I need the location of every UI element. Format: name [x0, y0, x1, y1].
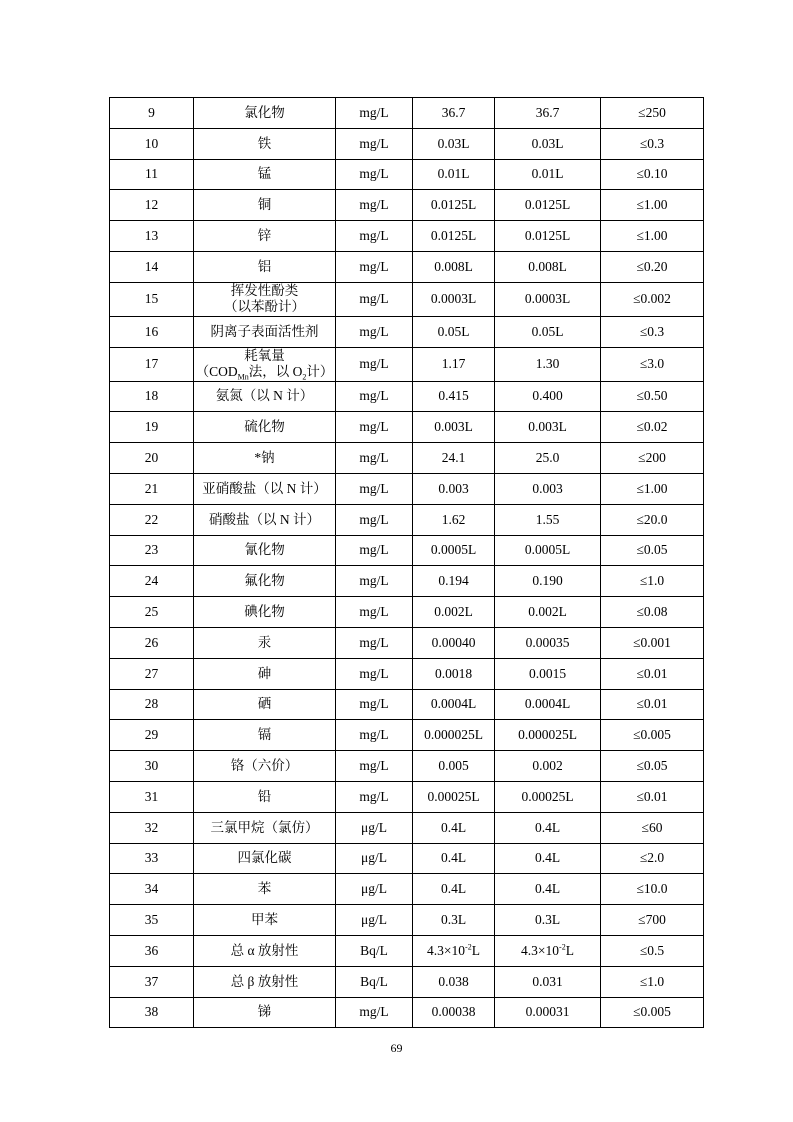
- result-2: 0.0015: [495, 658, 601, 689]
- item-name: 氨氮（以 N 计）: [194, 381, 336, 412]
- table-row: [110, 347, 704, 381]
- unit: mg/L: [336, 412, 413, 443]
- unit: mg/L: [336, 443, 413, 474]
- result-2: 0.03L: [495, 128, 601, 159]
- unit: mg/L: [336, 221, 413, 252]
- row-number: 37: [110, 966, 194, 997]
- table-row: [110, 781, 704, 812]
- table-row: [110, 316, 704, 347]
- unit: mg/L: [336, 159, 413, 190]
- table-row: [110, 473, 704, 504]
- limit-value: ≤250: [601, 98, 704, 129]
- result-2: 0.008L: [495, 251, 601, 282]
- limit-value: ≤1.0: [601, 966, 704, 997]
- limit-value: ≤0.08: [601, 597, 704, 628]
- result-1: 0.0004L: [413, 689, 495, 720]
- table-row: [110, 566, 704, 597]
- row-number: 10: [110, 128, 194, 159]
- row-number: 23: [110, 535, 194, 566]
- item-name: 锌: [194, 221, 336, 252]
- row-number: 34: [110, 874, 194, 905]
- item-name: 镉: [194, 720, 336, 751]
- row-number: 30: [110, 751, 194, 782]
- item-name: *钠: [194, 443, 336, 474]
- limit-value: ≤3.0: [601, 347, 704, 381]
- row-number: 32: [110, 812, 194, 843]
- row-number: 38: [110, 997, 194, 1028]
- result-1: 0.05L: [413, 316, 495, 347]
- result-2: 0.00031: [495, 997, 601, 1028]
- item-name-line-1: 挥发性酚类: [230, 283, 299, 299]
- item-name-line-2: （$COD_{Mn}$法，以 $O_2$计）: [195, 364, 334, 382]
- row-number: 22: [110, 504, 194, 535]
- result-2: 0.0005L: [495, 535, 601, 566]
- result-1: 0.03L: [413, 128, 495, 159]
- result-1: 0.002L: [413, 597, 495, 628]
- table-row: [110, 535, 704, 566]
- result-2: 0.01L: [495, 159, 601, 190]
- result-1: 0.4L: [413, 874, 495, 905]
- row-number: 16: [110, 316, 194, 347]
- row-number: 14: [110, 251, 194, 282]
- unit: mg/L: [336, 658, 413, 689]
- row-number: 27: [110, 658, 194, 689]
- result-2: 0.4L: [495, 812, 601, 843]
- result-1: 0.01L: [413, 159, 495, 190]
- unit: mg/L: [336, 566, 413, 597]
- limit-value: ≤1.0: [601, 566, 704, 597]
- row-number: 33: [110, 843, 194, 874]
- result-1: 0.0125L: [413, 190, 495, 221]
- result-2: 0.0125L: [495, 190, 601, 221]
- unit: mg/L: [336, 282, 413, 316]
- limit-value: ≤0.01: [601, 658, 704, 689]
- table-row: [110, 843, 704, 874]
- result-2: 0.4L: [495, 843, 601, 874]
- row-number: 15: [110, 282, 194, 316]
- result-1: $4.3\times 10^{-2}L$: [413, 935, 495, 966]
- row-number: 26: [110, 627, 194, 658]
- result-2: 0.000025L: [495, 720, 601, 751]
- item-name: 氯化物: [194, 98, 336, 129]
- unit: μg/L: [336, 843, 413, 874]
- item-name: [194, 282, 336, 316]
- table-row: [110, 597, 704, 628]
- limit-value: ≤0.01: [601, 781, 704, 812]
- limit-value: ≤0.3: [601, 128, 704, 159]
- table-row: [110, 935, 704, 966]
- row-number: 35: [110, 905, 194, 936]
- item-name: 铅: [194, 781, 336, 812]
- row-number: 20: [110, 443, 194, 474]
- unit: mg/L: [336, 535, 413, 566]
- table-row: [110, 443, 704, 474]
- item-name: 硝酸盐（以 N 计）: [194, 504, 336, 535]
- row-number: 29: [110, 720, 194, 751]
- result-1: 0.008L: [413, 251, 495, 282]
- limit-value: ≤0.50: [601, 381, 704, 412]
- result-2: 0.0003L: [495, 282, 601, 316]
- row-number: 11: [110, 159, 194, 190]
- table-row: [110, 282, 704, 316]
- row-number: 31: [110, 781, 194, 812]
- result-1: 0.0018: [413, 658, 495, 689]
- table-row: [110, 874, 704, 905]
- item-name: 三氯甲烷（氯仿）: [194, 812, 336, 843]
- result-1: 0.194: [413, 566, 495, 597]
- row-number: 21: [110, 473, 194, 504]
- unit: μg/L: [336, 874, 413, 905]
- result-2: 0.190: [495, 566, 601, 597]
- unit: mg/L: [336, 190, 413, 221]
- limit-value: ≤0.002: [601, 282, 704, 316]
- table-row: [110, 128, 704, 159]
- item-name: 铜: [194, 190, 336, 221]
- table-row: [110, 997, 704, 1028]
- limit-value: ≤1.00: [601, 473, 704, 504]
- item-name-line-2: （以苯酚计）: [224, 299, 305, 315]
- item-name: 铬（六价）: [194, 751, 336, 782]
- row-number: 24: [110, 566, 194, 597]
- result-2: 0.003: [495, 473, 601, 504]
- row-number: 17: [110, 347, 194, 381]
- item-name: 亚硝酸盐（以 N 计）: [194, 473, 336, 504]
- result-1: 0.4L: [413, 843, 495, 874]
- result-1: 0.003L: [413, 412, 495, 443]
- item-name: 甲苯: [194, 905, 336, 936]
- result-2: 0.00035: [495, 627, 601, 658]
- unit: mg/L: [336, 347, 413, 381]
- result-2: 0.0004L: [495, 689, 601, 720]
- table-row: [110, 627, 704, 658]
- item-name: 苯: [194, 874, 336, 905]
- table-row: [110, 504, 704, 535]
- result-1: 0.038: [413, 966, 495, 997]
- table-row: [110, 966, 704, 997]
- item-name: 硫化物: [194, 412, 336, 443]
- table-row: [110, 689, 704, 720]
- unit: mg/L: [336, 597, 413, 628]
- unit: μg/L: [336, 812, 413, 843]
- unit: Bq/L: [336, 935, 413, 966]
- row-number: 9: [110, 98, 194, 129]
- item-name: 锰: [194, 159, 336, 190]
- unit: μg/L: [336, 905, 413, 936]
- unit: mg/L: [336, 689, 413, 720]
- item-name: 砷: [194, 658, 336, 689]
- item-name: 汞: [194, 627, 336, 658]
- item-name: 锑: [194, 997, 336, 1028]
- result-1: 0.003: [413, 473, 495, 504]
- item-name: 四氯化碳: [194, 843, 336, 874]
- table-row: [110, 720, 704, 751]
- row-number: 36: [110, 935, 194, 966]
- result-1: 36.7: [413, 98, 495, 129]
- result-1: 0.0003L: [413, 282, 495, 316]
- item-name: 碘化物: [194, 597, 336, 628]
- limit-value: ≤0.02: [601, 412, 704, 443]
- result-2: 0.031: [495, 966, 601, 997]
- unit: mg/L: [336, 316, 413, 347]
- result-2: 0.003L: [495, 412, 601, 443]
- result-2: 0.002L: [495, 597, 601, 628]
- row-number: 19: [110, 412, 194, 443]
- unit: mg/L: [336, 504, 413, 535]
- limit-value: ≤0.20: [601, 251, 704, 282]
- table-row: [110, 190, 704, 221]
- item-name: 氰化物: [194, 535, 336, 566]
- row-number: 12: [110, 190, 194, 221]
- table-row: [110, 221, 704, 252]
- row-number: 13: [110, 221, 194, 252]
- result-2: 0.002: [495, 751, 601, 782]
- item-name: 铝: [194, 251, 336, 282]
- unit: mg/L: [336, 997, 413, 1028]
- result-1: 24.1: [413, 443, 495, 474]
- unit: mg/L: [336, 751, 413, 782]
- unit: mg/L: [336, 381, 413, 412]
- table-row: [110, 381, 704, 412]
- result-2: 25.0: [495, 443, 601, 474]
- result-1: 0.0005L: [413, 535, 495, 566]
- result-2: 0.0125L: [495, 221, 601, 252]
- unit: mg/L: [336, 473, 413, 504]
- limit-value: ≤200: [601, 443, 704, 474]
- limit-value: ≤10.0: [601, 874, 704, 905]
- unit: mg/L: [336, 128, 413, 159]
- result-2: 0.400: [495, 381, 601, 412]
- limit-value: ≤0.05: [601, 535, 704, 566]
- result-2: $4.3\times 10^{-2}L$: [495, 935, 601, 966]
- result-1: 0.00025L: [413, 781, 495, 812]
- limit-value: ≤700: [601, 905, 704, 936]
- unit: mg/L: [336, 720, 413, 751]
- result-1: 0.00038: [413, 997, 495, 1028]
- limit-value: ≤1.00: [601, 221, 704, 252]
- unit: mg/L: [336, 98, 413, 129]
- table-row: [110, 658, 704, 689]
- item-name: 总 β 放射性: [194, 966, 336, 997]
- limit-value: ≤0.05: [601, 751, 704, 782]
- result-1: 0.00040: [413, 627, 495, 658]
- row-number: 25: [110, 597, 194, 628]
- unit: Bq/L: [336, 966, 413, 997]
- result-2: 1.30: [495, 347, 601, 381]
- limit-value: ≤2.0: [601, 843, 704, 874]
- result-1: 0.0125L: [413, 221, 495, 252]
- unit: mg/L: [336, 781, 413, 812]
- item-name: 总 α 放射性: [194, 935, 336, 966]
- result-1: 0.3L: [413, 905, 495, 936]
- limit-value: ≤0.10: [601, 159, 704, 190]
- table-row: [110, 412, 704, 443]
- result-2: 1.55: [495, 504, 601, 535]
- table-row: [110, 812, 704, 843]
- row-number: 28: [110, 689, 194, 720]
- item-name: 阴离子表面活性剂: [194, 316, 336, 347]
- limit-value: ≤0.005: [601, 720, 704, 751]
- limit-value: ≤1.00: [601, 190, 704, 221]
- table-row: [110, 751, 704, 782]
- result-2: 0.4L: [495, 874, 601, 905]
- water-quality-table: [109, 97, 704, 1028]
- unit: mg/L: [336, 251, 413, 282]
- result-1: 0.415: [413, 381, 495, 412]
- limit-value: ≤0.3: [601, 316, 704, 347]
- result-1: 0.005: [413, 751, 495, 782]
- result-2: 36.7: [495, 98, 601, 129]
- result-2: 0.3L: [495, 905, 601, 936]
- page-number: 69: [390, 1041, 403, 1055]
- limit-value: ≤20.0: [601, 504, 704, 535]
- table-row: [110, 251, 704, 282]
- limit-value: ≤0.001: [601, 627, 704, 658]
- row-number: 18: [110, 381, 194, 412]
- table-row: [110, 98, 704, 129]
- item-name: 硒: [194, 689, 336, 720]
- unit: mg/L: [336, 627, 413, 658]
- item-name: 氟化物: [194, 566, 336, 597]
- result-1: 1.17: [413, 347, 495, 381]
- result-2: 0.05L: [495, 316, 601, 347]
- limit-value: ≤0.5: [601, 935, 704, 966]
- result-1: 0.4L: [413, 812, 495, 843]
- result-2: 0.00025L: [495, 781, 601, 812]
- item-name-line-1: 耗氧量: [244, 348, 285, 364]
- result-1: 1.62: [413, 504, 495, 535]
- item-name: [194, 347, 336, 381]
- table-row: [110, 905, 704, 936]
- limit-value: ≤0.005: [601, 997, 704, 1028]
- limit-value: ≤60: [601, 812, 704, 843]
- limit-value: ≤0.01: [601, 689, 704, 720]
- item-name: 铁: [194, 128, 336, 159]
- table-row: [110, 159, 704, 190]
- result-1: 0.000025L: [413, 720, 495, 751]
